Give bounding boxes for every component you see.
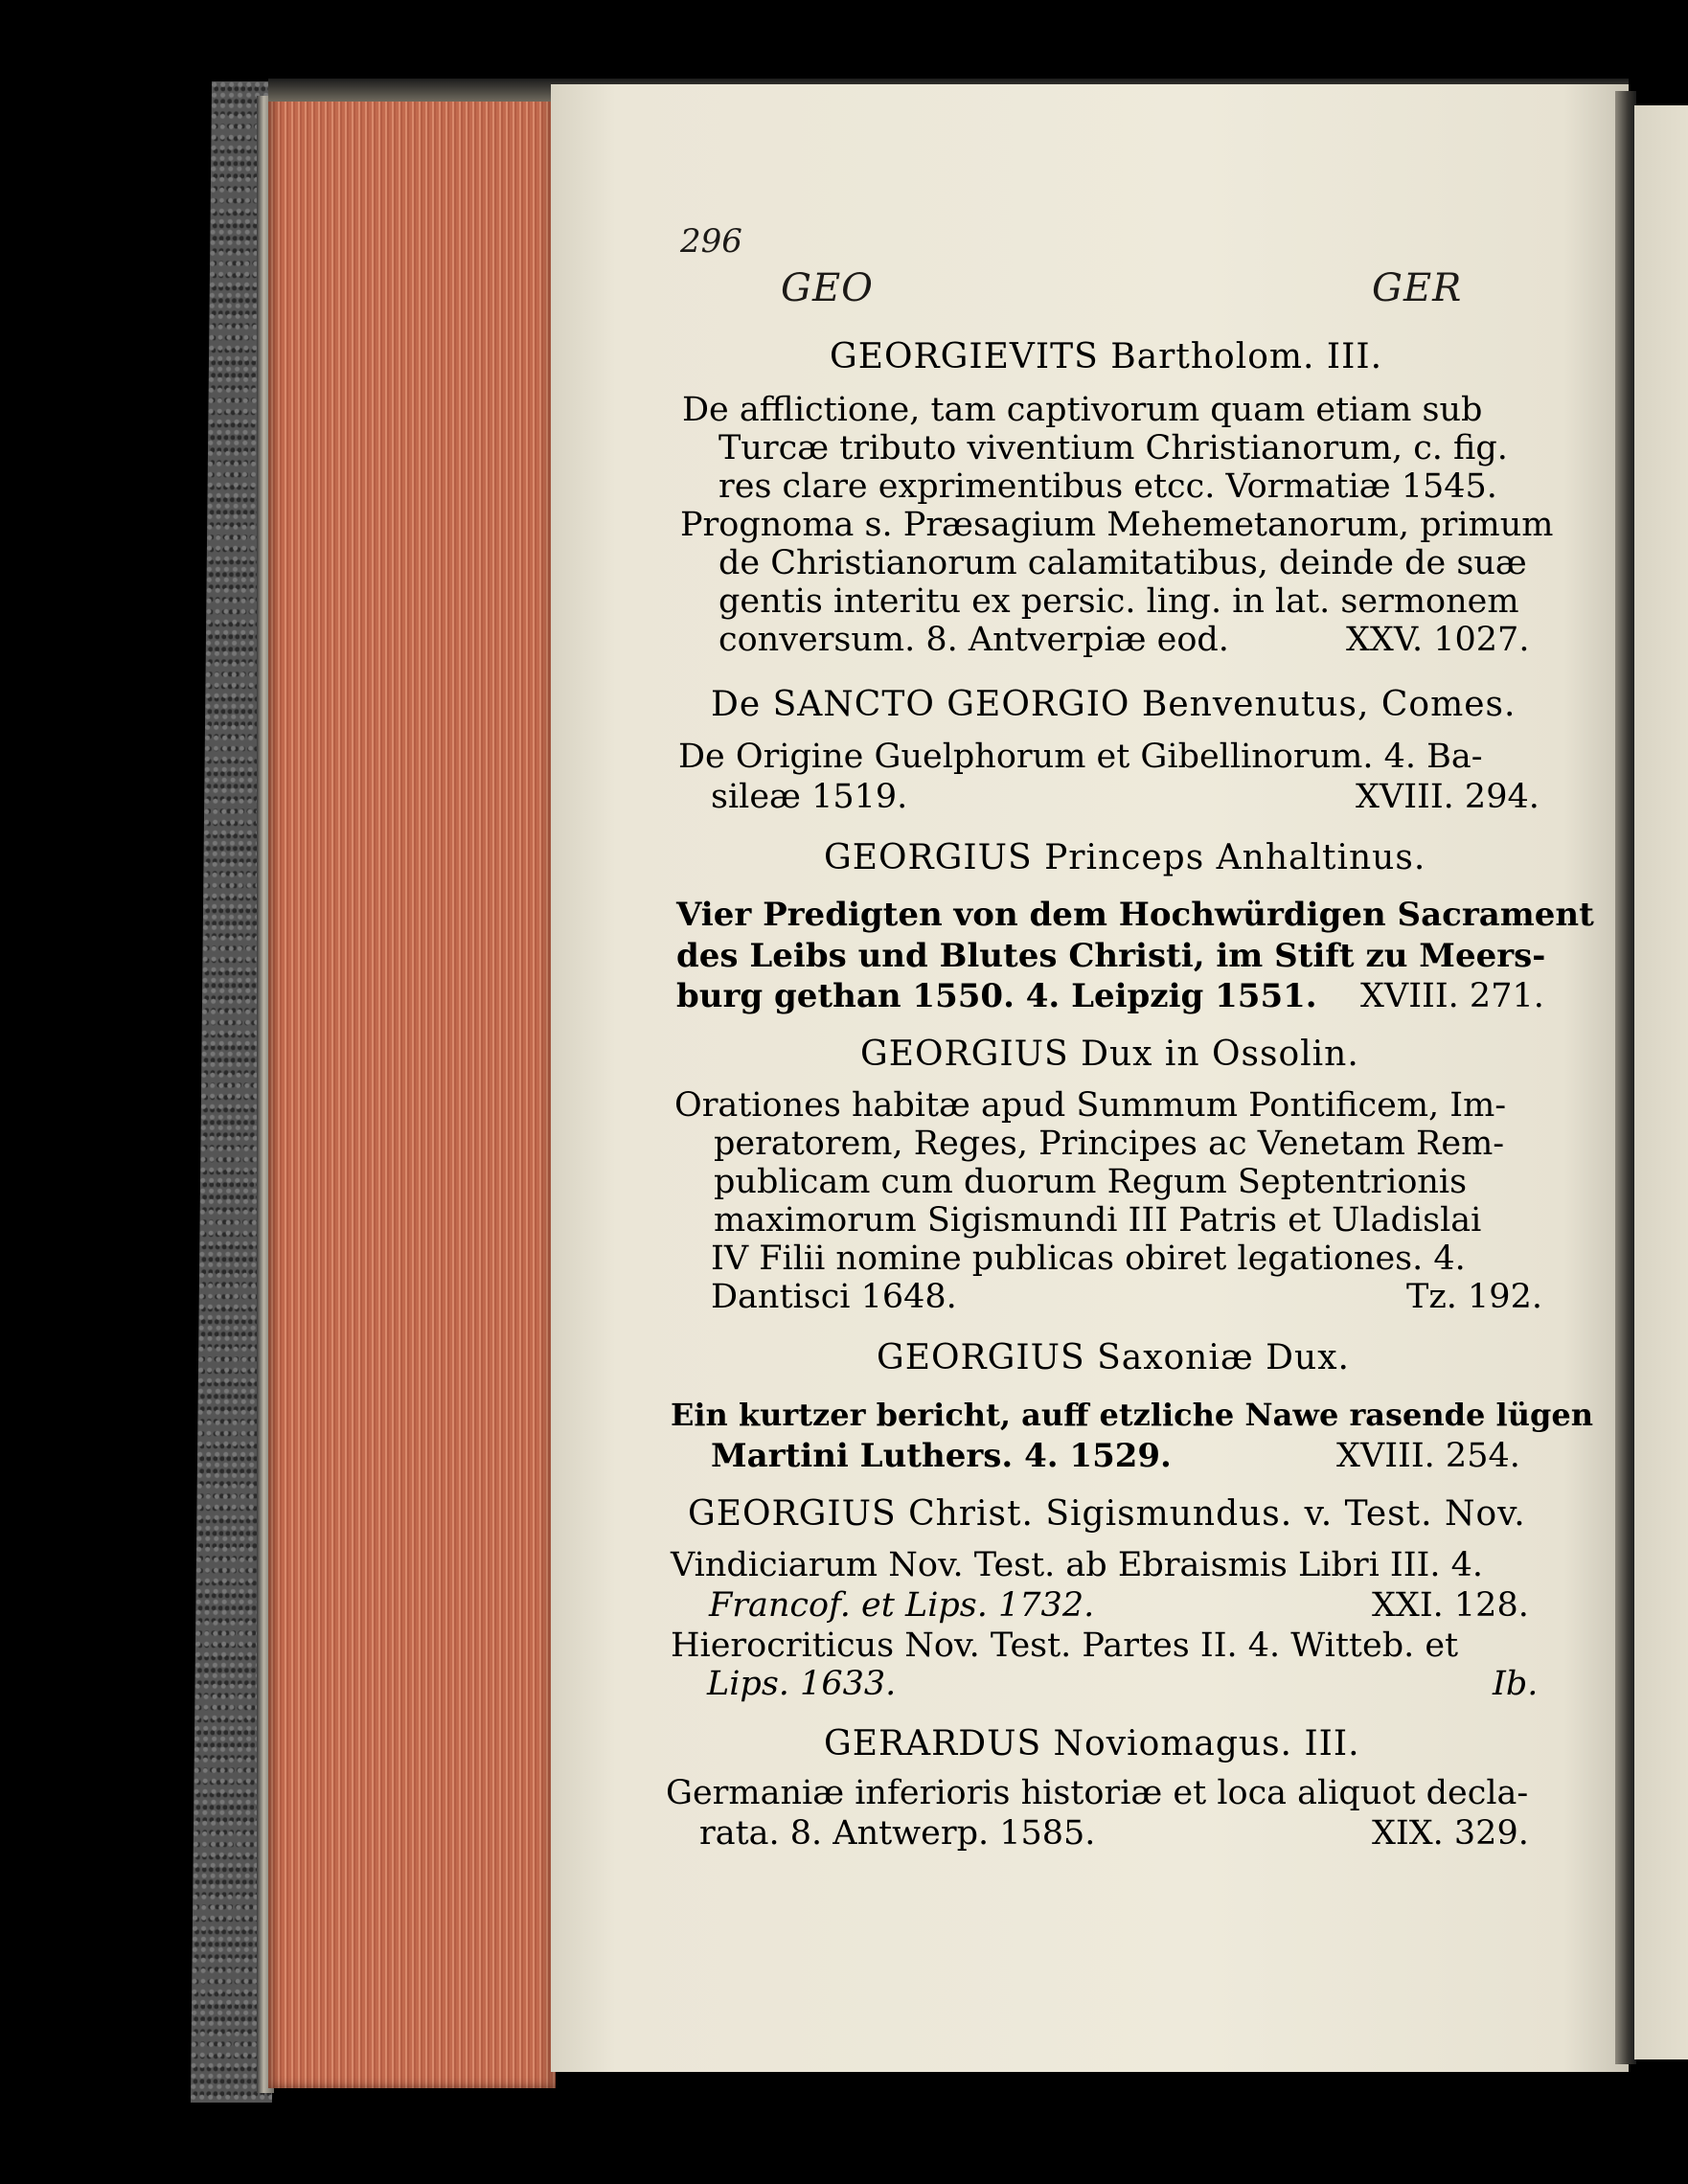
running-head-right: GER [1372, 266, 1463, 310]
entry-line: Orationes habitæ apud Summum Pontificem, Im- [674, 1086, 1507, 1125]
entry-reference: Ib. [1493, 1665, 1539, 1703]
entry-reference: XXI. 128. [1372, 1586, 1529, 1625]
entry-line: des Leibs und Blutes Christi, im Stift zu Meers- [676, 937, 1546, 975]
entry-line: Lips. 1633. [707, 1665, 897, 1703]
entry-heading: GERARDUS Noviomagus. III. [824, 1724, 1360, 1763]
entry-line: Dantisci 1648. [711, 1278, 957, 1316]
running-head-left: GEO [781, 266, 874, 310]
entry-line: sileæ 1519. [711, 778, 908, 816]
entry-reference: XVIII. 271. [1360, 977, 1544, 1015]
page-edges [268, 86, 556, 2088]
entry-line: burg gethan 1550. 4. Leipzig 1551. [676, 977, 1317, 1015]
page-number: 296 [680, 222, 742, 261]
entry-heading: GEORGIUS Christ. Sigismundus. v. Test. Nov. [688, 1494, 1526, 1534]
entry-line: Vindiciarum Nov. Test. ab Ebraismis Libri III. 4. [671, 1546, 1484, 1584]
entry-reference: XIX. 329. [1372, 1814, 1529, 1853]
facing-page-edge [1634, 105, 1688, 2059]
book-gutter [1615, 91, 1636, 2064]
entry-line: conversum. 8. Antverpiæ eod. [719, 621, 1229, 659]
entry-line: Turcæ tributo viventium Christianorum, c. fig. [719, 429, 1508, 467]
entry-line: De Origine Guelphorum et Gibellinorum. 4. Ba- [678, 738, 1483, 776]
entry-heading: GEORGIUS Dux in Ossolin. [860, 1035, 1359, 1074]
entry-line: Francof. et Lips. 1732. [709, 1586, 1095, 1625]
entry-line: Vier Predigten von dem Hochwürdigen Sacrament [676, 896, 1594, 934]
entry-line: peratorem, Reges, Principes ac Venetam Rem- [714, 1125, 1505, 1163]
entry-line: IV Filii nomine publicas obiret legationes. 4. [711, 1240, 1466, 1278]
entry-line: Martini Luthers. 4. 1529. [711, 1437, 1172, 1475]
entry-heading: GEORGIEVITS Bartholom. III. [830, 337, 1383, 376]
entry-heading: GEORGIUS Saxoniæ Dux. [877, 1338, 1350, 1377]
entry-heading: GEORGIUS Princeps Anhaltinus. [824, 838, 1426, 877]
entry-reference: Tz. 192. [1406, 1278, 1542, 1316]
entry-line: Prognoma s. Præsagium Mehemetanorum, primum [680, 506, 1554, 544]
entry-reference: XVIII. 294. [1356, 778, 1540, 816]
entry-line: gentis interitu ex persic. ling. in lat. sermonem [719, 582, 1519, 621]
entry-line: Hierocriticus Nov. Test. Partes II. 4. Witteb. et [671, 1627, 1459, 1665]
entry-reference: XVIII. 254. [1336, 1437, 1520, 1475]
entry-line: publicam cum duorum Regum Septentrionis [714, 1163, 1468, 1201]
entry-line: de Christianorum calamitatibus, deinde de suæ [719, 544, 1527, 582]
entry-line: De afflictione, tam captivorum quam etiam sub [682, 391, 1483, 429]
entry-line: Germaniæ inferioris historiæ et loca aliquot decla- [666, 1774, 1529, 1812]
entry-line: Ein kurtzer bericht, auff etzliche Nawe rasende lügen [671, 1397, 1593, 1433]
entry-reference: XXV. 1027. [1346, 621, 1530, 659]
entry-heading: De SANCTO GEORGIO Benvenutus, Comes. [711, 685, 1517, 724]
entry-line: res clare exprimentibus etcc. Vormatiæ 1545. [719, 467, 1497, 506]
entry-line: maximorum Sigismundi III Patris et Uladislai [714, 1201, 1482, 1240]
entry-line: rata. 8. Antwerp. 1585. [699, 1814, 1096, 1853]
